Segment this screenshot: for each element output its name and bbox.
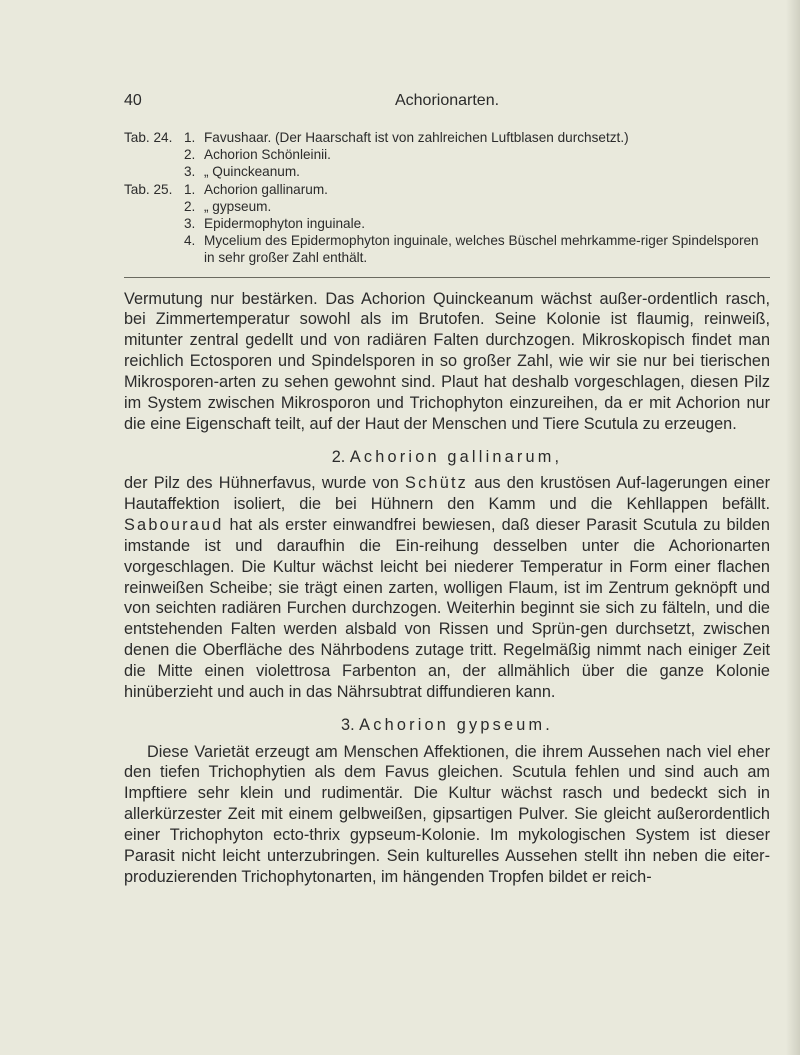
legend-item-number: 3. [184,164,196,180]
legend-tab-label [124,215,184,232]
body-text [124,289,770,888]
legend-item-number: 3. [184,216,196,232]
legend-item-number: 1. [184,130,196,145]
section-heading-gypseum [124,715,770,736]
legend-item-text: Epidermophyton inguinale. [204,216,365,232]
author-schuetz: Schütz [405,474,469,493]
plate-legend [124,129,770,267]
legend-item-text: Mycelium des Epidermophyton inguinale, welches Büschel mehrkamme-riger Spindelsporen in sehr großer Zahl enthält. [204,233,759,266]
page-edge-shadow [786,0,800,1055]
legend-divider [124,277,770,278]
legend-row [124,232,770,266]
section-name: Achorion gallinarum, [349,447,563,466]
legend-item-text: „ gypseum. [204,198,272,214]
paragraph-text: hat als erster einwandfrei bewiesen, daß dieser Parasit Scutula zu bilden imstande ist und daraufhin die Ein-reihung desselben unter die Achorionarten vorgeschlagen. Die Kultur wächst leicht bei niederer Temperatur in Form einer flachen reinweißen Scheibe; sie trägt einen zarten, wolligen Flaum, ist im Zentrum geknöpft und von seichten radiären Furchen durchzogen. Weiterhin beginnt sie sich zu fälteln, und die entstehenden Falten werden alsbald von Rissen und Sprün-gen durchsetzt, zwischen denen die Oberfläche des Nährbodens zutage tritt. Regelmäßig nimmt nach einiger Zeit die Mitte einen violettrosa Farbenton an, der allmählich über die ganze Kolonie hinüberzieht und auch in das Nährsubtrat diffundieren kann. [124,516,770,701]
section-number: 3. [341,715,355,734]
paragraph-continuation: Vermutung nur bestärken. Das Achorion Quinckeanum wächst außer-ordentlich rasch, bei Zimmertemperatur sowohl als im Brutofen. Seine Kolonie ist flaumig, reinweiß, mitunter zentral gedellt und von radiären Falten durchzogen. Mikroskopisch findet man reichlich Ectosporen und Spindelsporen in so großer Zahl, wie wir sie nur bei tierischen Mikrosporen-arten zu sehen gewohnt sind. Plaut hat deshalb vorgeschlagen, diesen Pilz im System zwischen Mikrosporon und Trichophyton einzureihen, da er mit Achorion nur die eine Eigenschaft teilt, auf der Haut der Menschen und Tiere Scutula zu erzeugen. [124,289,770,433]
legend-tab-label [124,146,184,163]
section-heading-gallinarum [124,447,770,468]
legend-row [124,163,770,180]
legend-item-number: 1. [184,181,196,197]
paragraph-text: der Pilz des Hühnerfavus, wurde von [124,474,406,493]
book-page [124,92,770,887]
legend-item-number: 4. [184,233,196,249]
page-header [124,92,770,114]
section-name: Achorion gypseum. [359,715,553,734]
author-sabouraud: Sabouraud [124,516,224,535]
running-head: Achorionarten. [394,92,500,109]
legend-item-number: 2. [184,147,196,163]
legend-row [124,146,770,163]
paragraph-text: aus den krustösen Auf-lagerungen einer Hautaffektion isoliert, die bei Hühnern den Kamm und die Kehllappen befällt. [124,474,770,514]
legend-item-number: 2. [184,198,196,214]
paragraph-gallinarum [124,473,770,702]
legend-tab-label: Tab. 24. [124,130,173,145]
legend-tab-label [124,198,184,215]
legend-tab-label: Tab. 25. [124,181,173,197]
legend-item-text: Favushaar. (Der Haarschaft ist von zahlreichen Luftblasen durchsetzt.) [204,130,629,145]
legend-row [124,198,770,215]
paragraph-gypseum: Diese Varietät erzeugt am Menschen Affektionen, die ihrem Aussehen nach viel eher den tiefen Trichophytien als dem Favus gleichen. Scutula fehlen und sind auch am Impftiere sehr klein und rudimentär. Die Kultur wächst rasch und bedeckt sich in allerkürzester Zeit mit einem gelbweißen, gipsartigen Pulver. Sie gleicht außerordentlich einer Trichophyton ecto-thrix gypseum-Kolonie. Im mykologischen System ist dieser Parasit nicht leicht unterzubringen. Sein kulturelles Aussehen stellt ihn neben die eiter-produzierenden Trichophytonarten, im hängenden Tropfen bildet er reich- [124,742,770,886]
legend-row [124,181,770,198]
legend-item-text: Achorion Schönleinii. [204,147,331,163]
page-number: 40 [124,92,142,109]
legend-item-text: „ Quinckeanum. [204,164,300,180]
legend-row [124,215,770,232]
legend-tab-label [124,232,184,266]
section-number: 2. [331,447,346,466]
legend-tab-label [124,163,184,180]
legend-item-text: Achorion gallinarum. [204,181,328,197]
legend-row [124,129,770,146]
